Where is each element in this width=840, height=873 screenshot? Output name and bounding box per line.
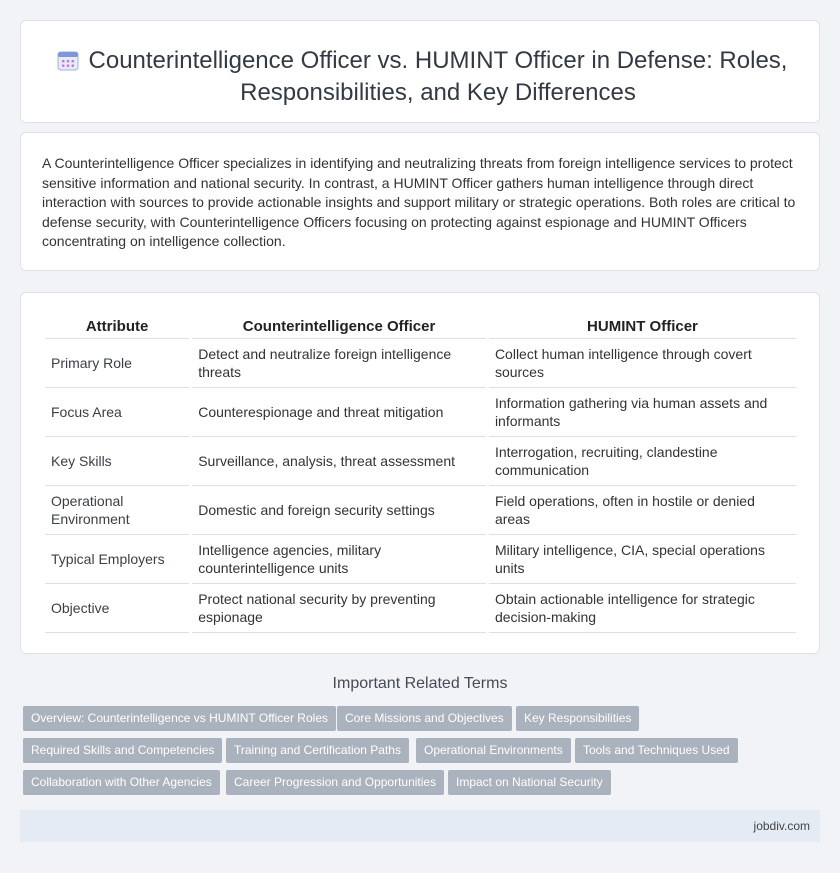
row-counterintelligence-value: Protect national security by preventing espionage [192,584,486,633]
row-humint-value: Information gathering via human assets and informants [489,388,796,437]
column-header-attribute: Attribute [45,313,189,339]
row-attribute: Focus Area [45,388,189,437]
row-attribute: Key Skills [45,437,189,486]
related-tag-key-responsibilities[interactable]: Key Responsibilities [516,706,639,731]
related-tag-national-security[interactable]: Impact on National Security [448,770,611,795]
row-counterintelligence-value: Domestic and foreign security settings [192,486,486,535]
row-humint-value: Obtain actionable intelligence for strategic decision-making [489,584,796,633]
row-counterintelligence-value: Intelligence agencies, military counterintelligence units [192,535,486,584]
comparison-table [42,313,799,633]
table-row [45,584,796,633]
column-header-counterintelligence: Counterintelligence Officer [192,313,486,339]
table-row [45,535,796,584]
row-attribute: Typical Employers [45,535,189,584]
row-humint-value: Military intelligence, CIA, special operations units [489,535,796,584]
row-attribute: Primary Role [45,339,189,388]
related-tag-required-skills[interactable]: Required Skills and Competencies [23,738,222,763]
related-tag-tools-techniques[interactable]: Tools and Techniques Used [575,738,738,763]
row-attribute: Objective [45,584,189,633]
row-counterintelligence-value: Detect and neutralize foreign intelligence threats [192,339,486,388]
header-card [20,20,820,123]
comparison-table-card [20,292,820,654]
related-tag-career-progression[interactable]: Career Progression and Opportunities [226,770,444,795]
table-header-row [45,313,796,339]
footer-site-link[interactable]: jobdiv.com [753,819,810,833]
column-header-humint: HUMINT Officer [489,313,796,339]
table-row [45,388,796,437]
related-tag-operational-environments[interactable]: Operational Environments [416,738,571,763]
related-tag-core-missions[interactable]: Core Missions and Objectives [337,706,512,731]
table-row [45,486,796,535]
related-tag-training-certification[interactable]: Training and Certification Paths [226,738,409,763]
row-humint-value: Field operations, often in hostile or denied areas [489,486,796,535]
related-tag-overview[interactable]: Overview: Counterintelligence vs HUMINT Officer Roles [23,706,336,731]
row-humint-value: Interrogation, recruiting, clandestine communication [489,437,796,486]
related-tag-collaboration[interactable]: Collaboration with Other Agencies [23,770,220,795]
page-title: Counterintelligence Officer vs. HUMINT Officer in Defense: Roles, Responsibilities, and Key Differences [88,47,788,106]
related-terms-title: Important Related Terms [332,675,508,692]
intro-paragraph: A Counterintelligence Officer specializes in identifying and neutralizing threats from foreign intelligence services to protect sensitive information and national security. In contrast, a HUMINT Officer gathers human intelligence through direct interaction with sources to provide actionable insights and support military or strategic operations. Both roles are critical to defense security, with Counterintelligence Officers focusing on protecting against espionage and HUMINT Officers concentrating on intelligence collection. [42,155,796,249]
intro-card [20,132,820,271]
row-counterintelligence-value: Surveillance, analysis, threat assessment [192,437,486,486]
row-humint-value: Collect human intelligence through covert sources [489,339,796,388]
footer [20,810,820,842]
row-counterintelligence-value: Counterespionage and threat mitigation [192,388,486,437]
row-attribute: Operational Environment [45,486,189,535]
table-row [45,339,796,388]
table-row [45,437,796,486]
